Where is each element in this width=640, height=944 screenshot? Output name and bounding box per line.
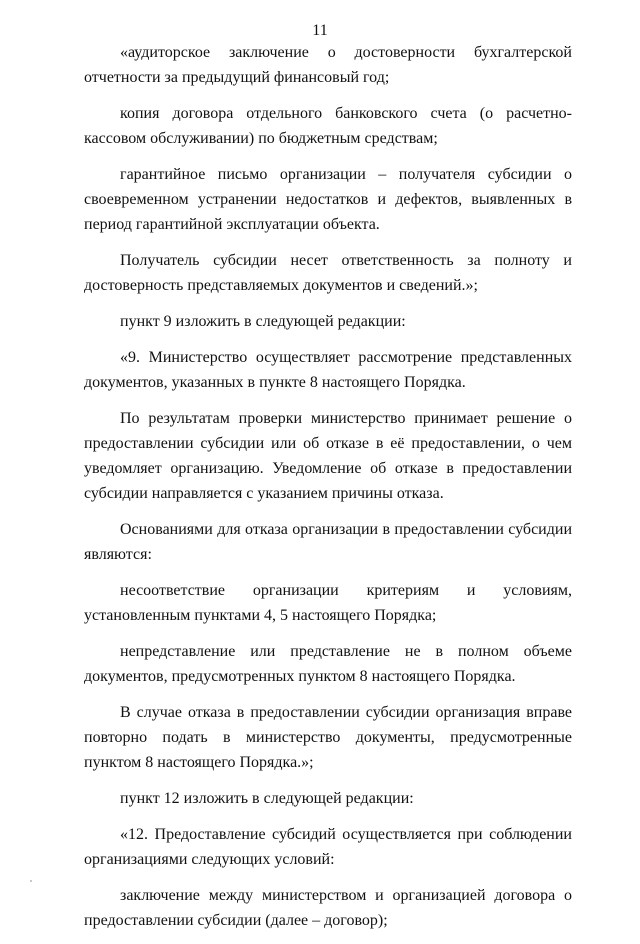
paragraph-point-12: «12. Предоставление субсидий осуществляется при соблюдении организациями следующих условий:: [84, 826, 572, 868]
paragraph-guarantee-letter: гарантийное письмо организации – получателя субсидии о своевременном устранении недостатков и дефектов, выявленных в период гарантийной эксплуатации объекта.: [84, 166, 572, 233]
scan-dot: [30, 880, 32, 882]
paragraph-point-12-intro: пункт 12 изложить в следующей редакции:: [120, 790, 414, 807]
paragraph-missing-documents: непредставление или представление не в полном объеме документов, предусмотренных пунктом 8 настоящего Порядка.: [84, 643, 572, 685]
paragraph-refusal-grounds: Основаниями для отказа организации в предоставлении субсидии являются:: [84, 521, 572, 563]
paragraph-criteria-mismatch: несоответствие организации критериям и условиям, установленным пунктами 4, 5 настоящего Порядка;: [84, 582, 572, 624]
paragraph-audit-report: «аудиторское заключение о достоверности бухгалтерской отчетности за предыдущий финансовый год;: [84, 44, 572, 86]
paragraph-agreement: заключение между министерством и организацией договора о предоставлении субсидии (далее – договор);: [84, 887, 572, 929]
paragraph-point-9-intro: пункт 9 изложить в следующей редакции:: [120, 313, 406, 330]
page-number: 11: [312, 22, 328, 39]
document-body: [84, 40, 572, 944]
paragraph-responsibility: Получатель субсидии несет ответственность за полноту и достоверность представляемых документов и сведений.»;: [84, 252, 572, 294]
paragraph-resubmission: В случае отказа в предоставлении субсидии организация вправе повторно подать в министерство документы, предусмотренные пунктом 8 настоящего Порядка.»;: [84, 704, 572, 771]
paragraph-point-9: «9. Министерство осуществляет рассмотрение представленных документов, указанных в пункте 8 настоящего Порядка.: [84, 349, 572, 391]
paragraph-bank-account-copy: копия договора отдельного банковского счета (о расчетно-кассовом обслуживании) по бюджетным средствам;: [84, 105, 572, 147]
paragraph-review-results: По результатам проверки министерство принимает решение о предоставлении субсидии или об отказе в её предоставлении, о чем уведомляет организацию. Уведомление об отказе в предоставлении субсидии направляется с указанием причины отказа.: [84, 410, 572, 502]
